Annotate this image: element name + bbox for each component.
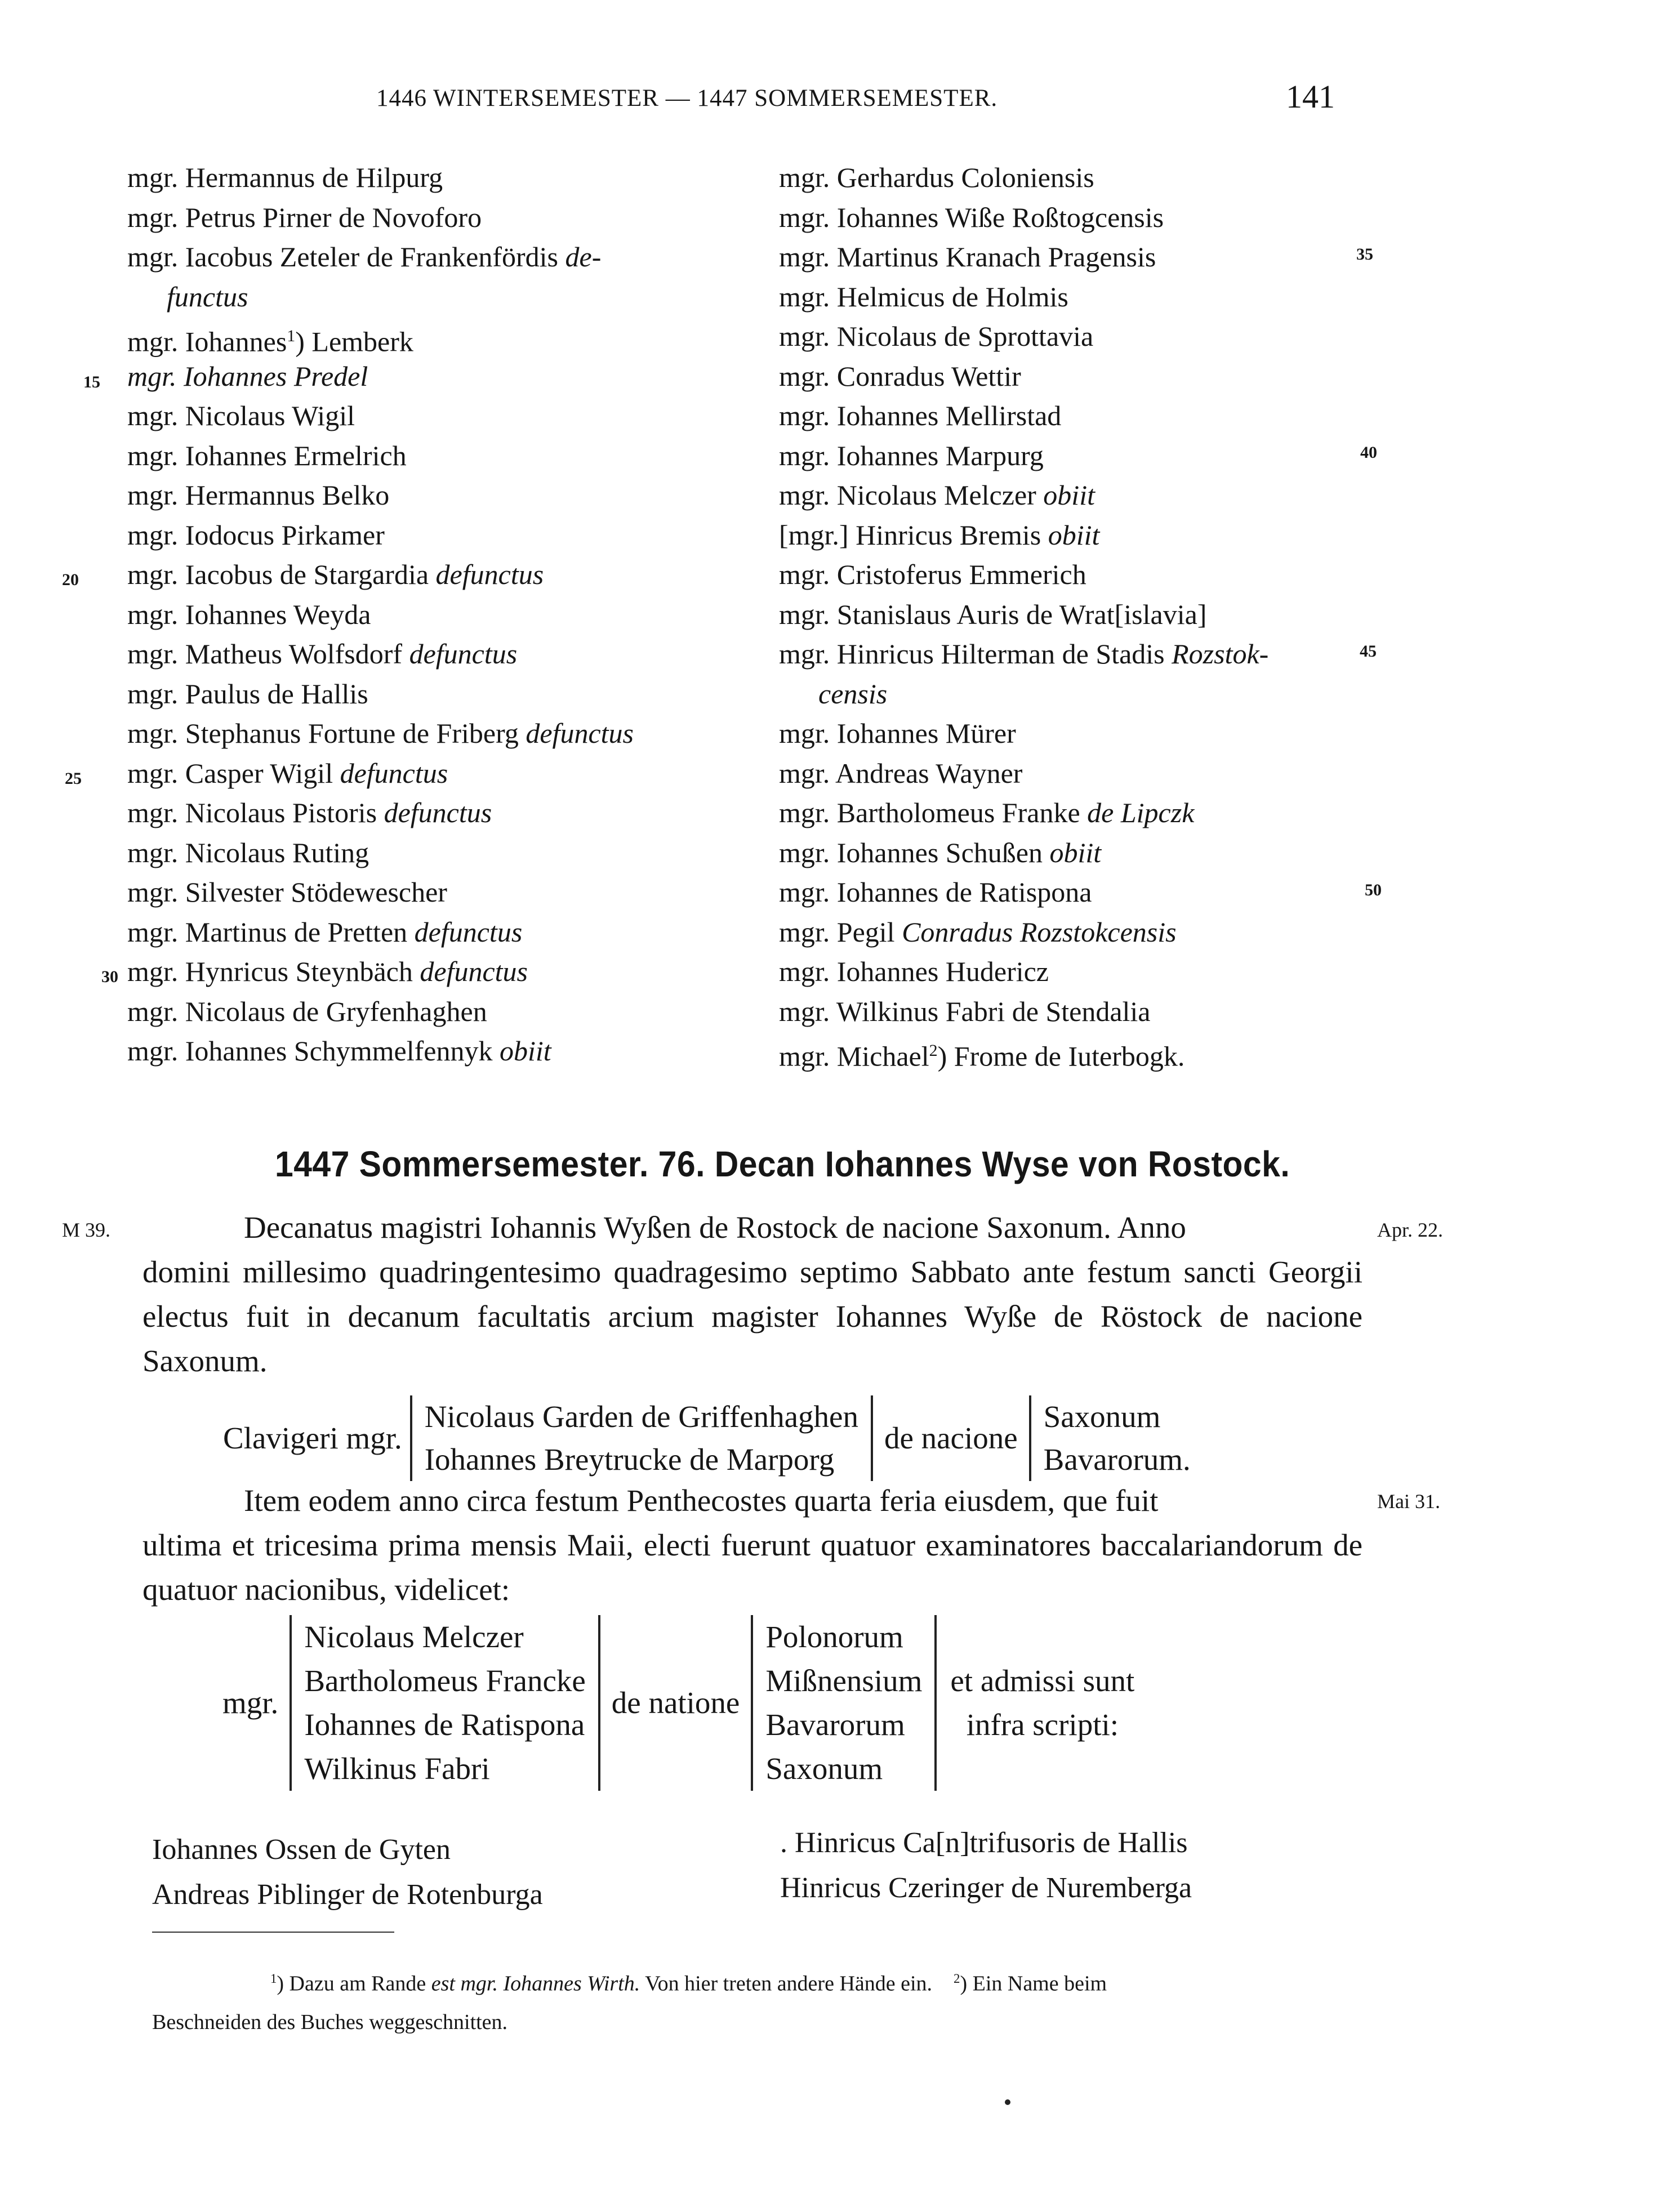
- entry-remark: defunctus: [340, 757, 448, 789]
- entry-name: mgr. Iohannes Hudericz: [779, 956, 1049, 987]
- entry-name: mgr. Martinus de Pretten: [127, 916, 415, 948]
- list-entry: [127, 674, 736, 714]
- entry-name: [mgr.] Hinricus Bremis: [779, 519, 1048, 551]
- entry-name: mgr. Hinricus Hilterman de Stadis: [779, 638, 1172, 670]
- list-entry: [779, 634, 1415, 674]
- footnote-rule: [152, 1932, 394, 1933]
- entry-name: ) Frome de Iuterbogk.: [937, 1040, 1185, 1072]
- page-number: 141: [1286, 78, 1335, 115]
- list-entry: [127, 634, 736, 674]
- entry-remark: defunctus: [384, 797, 492, 828]
- clavigeri-block: [223, 1395, 1191, 1481]
- entry-remark: mgr. Iohannes Predel: [127, 360, 368, 392]
- list-entry: [779, 674, 1415, 714]
- list-entry: [779, 1031, 1415, 1071]
- entry-remark: obiit: [1048, 519, 1100, 551]
- list-entry: [779, 158, 1415, 198]
- entry-name: mgr. Iacobus Zeteler de Frankenfördis: [127, 241, 565, 273]
- list-entry: [127, 952, 736, 992]
- entry-remark: censis: [818, 677, 888, 710]
- entry-name: mgr. Hermannus de Hilpurg: [127, 162, 443, 193]
- footnote-mark: 1: [270, 1972, 277, 1986]
- entry-name: mgr. Stephanus Fortune de Friberg: [127, 717, 526, 749]
- entry-remark: defunctus: [409, 638, 518, 670]
- clavigeri-name: Nicolaus Garden de Griffenhaghen: [424, 1399, 858, 1434]
- admitted-name: Iohannes Ossen de Gyten: [152, 1834, 451, 1866]
- footnote-mark: 2: [954, 1972, 960, 1986]
- entry-name: mgr. Cristoferus Emmerich: [779, 559, 1086, 590]
- entry-name: mgr. Nicolaus Ruting: [127, 836, 369, 868]
- entry-remark: defunctus: [435, 559, 544, 590]
- list-entry: [127, 356, 736, 396]
- list-entry: [779, 912, 1415, 952]
- examiner-nation: Mißnensium: [765, 1664, 923, 1698]
- list-entry: [779, 198, 1415, 238]
- list-entry: [127, 753, 736, 793]
- entry-name: mgr. Martinus Kranach Pragensis: [779, 241, 1156, 273]
- footnote-line: Beschneiden des Buches weggeschnitten.: [152, 2010, 508, 2034]
- entry-remark: defunctus: [420, 956, 528, 987]
- list-entry: [127, 833, 736, 873]
- list-entry: [127, 872, 736, 912]
- entry-name: mgr. Andreas Wayner: [779, 757, 1023, 789]
- list-entry: [779, 555, 1415, 595]
- margin-note-date: Mai 31.: [1377, 1490, 1440, 1513]
- entry-name: mgr. Pegil: [779, 916, 902, 948]
- line-number: 50: [1365, 881, 1382, 899]
- list-entry: [127, 237, 736, 277]
- entry-remark: defunctus: [526, 717, 634, 749]
- list-entry: [779, 992, 1415, 1032]
- entry-remark: functus: [167, 280, 248, 313]
- admitted-name: Hinricus Czeringer de Nuremberga: [780, 1872, 1192, 1904]
- list-entry: [779, 833, 1415, 873]
- entry-remark: de-: [565, 241, 602, 273]
- entry-name: mgr. Conradus Wettir: [779, 360, 1021, 392]
- list-entry: [127, 595, 736, 635]
- list-entry: [127, 436, 736, 476]
- line-number: 25: [65, 769, 82, 788]
- examiners-block: [222, 1615, 1134, 1791]
- list-entry: [127, 475, 736, 515]
- examiner-nation: Polonorum: [765, 1620, 903, 1654]
- line-number: 20: [62, 570, 79, 589]
- list-entry: [779, 952, 1415, 992]
- paragraph-continuation: ultima et tricesima prima mensis Maii, electi fuerunt quatuor examinatores baccalariandorum de quatuor nacionibus, videlicet:: [143, 1528, 1362, 1607]
- footnotes: [152, 1960, 1380, 2041]
- line-number: 35: [1356, 245, 1373, 264]
- list-entry: [127, 992, 736, 1032]
- list-entry: [127, 912, 736, 952]
- entry-name: mgr. Iohannes Ermelrich: [127, 439, 407, 471]
- clavigeri-nation: Bavarorum.: [1043, 1442, 1191, 1477]
- list-entry: [127, 713, 736, 753]
- entry-name: mgr. Bartholomeus Franke: [779, 797, 1088, 828]
- entry-name: mgr. Iohannes Weyda: [127, 598, 371, 630]
- clavigeri-names: [411, 1395, 872, 1481]
- entry-name: mgr. Nicolaus Pistoris: [127, 797, 384, 828]
- entry-name: ) Lemberk: [295, 325, 413, 358]
- entry-name: mgr. Paulus de Hallis: [127, 677, 368, 710]
- footnote-mark: 1: [287, 327, 296, 345]
- footnote-mark: 2: [929, 1041, 938, 1060]
- list-entry: [127, 277, 736, 317]
- entry-remark: defunctus: [414, 916, 523, 948]
- entry-name: mgr. Iohannes Schymmelfennyk: [127, 1035, 500, 1067]
- list-entry: [779, 356, 1415, 396]
- entry-name: mgr. Nicolaus de Gryfenhaghen: [127, 995, 487, 1027]
- entry-name: mgr. Iohannes Mürer: [779, 717, 1016, 749]
- list-left: [127, 158, 736, 1071]
- line-number: 45: [1360, 642, 1377, 661]
- entry-name: mgr. Stanislaus Auris de Wrat[islavia]: [779, 598, 1207, 630]
- page-dot: [1005, 2099, 1010, 2105]
- examiners-tail-line: et admissi sunt: [950, 1664, 1135, 1698]
- section-heading: 1447 Sommersemester. 76. Decan Iohannes Wyse von Rostock.: [275, 1144, 1290, 1184]
- list-entry: [127, 316, 736, 356]
- entry-remark: obiit: [500, 1035, 551, 1067]
- entry-name: mgr. Matheus Wolfsdorf: [127, 638, 409, 670]
- clavigeri-nations: [1030, 1395, 1191, 1481]
- entry-name: mgr. Iodocus Pirkamer: [127, 519, 385, 551]
- entry-name: mgr. Iohannes: [127, 325, 287, 358]
- list-entry: [127, 198, 736, 238]
- examiner-nation: Saxonum: [765, 1751, 883, 1786]
- entry-name: mgr. Nicolaus Wigil: [127, 400, 355, 431]
- examiner-name: Nicolaus Melczer: [304, 1620, 524, 1654]
- entry-name: mgr. Michael: [779, 1040, 929, 1072]
- entry-name: mgr. Petrus Pirner de Novoforo: [127, 201, 482, 233]
- admitted-name: Andreas Piblinger de Rotenburga: [152, 1879, 543, 1911]
- footnote-text: ) Dazu am Rande: [277, 1972, 431, 1996]
- list-entry: [127, 555, 736, 595]
- list-entry: [127, 793, 736, 833]
- list-entry: [779, 595, 1415, 635]
- entry-name: mgr. Iohannes Wiße Roßtogcensis: [779, 201, 1164, 233]
- paragraph-first-line: Item eodem anno circa festum Penthecostes quarta feria eiusdem, que fuit: [244, 1483, 1159, 1518]
- admitted-names-left: [152, 1827, 543, 1917]
- list-entry: [127, 1031, 736, 1071]
- examiner-name: Wilkinus Fabri: [304, 1751, 490, 1786]
- entry-name: mgr. Nicolaus Melczer: [779, 479, 1044, 511]
- list-entry: [779, 753, 1415, 793]
- clavigeri-nation: Saxonum: [1043, 1399, 1161, 1434]
- entry-name: mgr. Casper Wigil: [127, 757, 340, 789]
- clavigeri-nation-label: de nacione: [884, 1421, 1018, 1455]
- list-entry: [779, 515, 1415, 555]
- entry-remark: de Lipczk: [1087, 797, 1195, 828]
- examiners-names: [291, 1615, 599, 1791]
- examiners-nations: [752, 1615, 936, 1791]
- entry-name: mgr. Gerhardus Coloniensis: [779, 162, 1094, 193]
- entry-name: mgr. Hermannus Belko: [127, 479, 390, 511]
- running-title: 1446 WINTERSEMESTER — 1447 SOMMERSEMESTER.: [376, 85, 998, 112]
- line-number: 40: [1360, 443, 1377, 462]
- list-entry: [779, 713, 1415, 753]
- margin-note-date: Apr. 22.: [1377, 1219, 1443, 1241]
- entry-remark: obiit: [1049, 836, 1102, 868]
- entry-name: mgr. Wilkinus Fabri de Stendalia: [779, 995, 1151, 1027]
- list-entry: [779, 872, 1415, 912]
- list-entry: [779, 396, 1415, 436]
- list-entry: [779, 436, 1415, 476]
- entry-name: mgr. Iohannes Schußen: [779, 836, 1050, 868]
- entry-name: mgr. Iohannes Mellirstad: [779, 400, 1062, 431]
- list-right: [779, 158, 1415, 1071]
- list-entry: [779, 316, 1415, 356]
- footnote-text: Von hier treten andere Hände ein.: [640, 1972, 933, 1996]
- clavigeri-label: Clavigeri mgr.: [223, 1421, 402, 1455]
- line-number: 15: [83, 373, 100, 391]
- examiners-label: mgr.: [222, 1685, 279, 1720]
- footnote-italic: est mgr. Iohannes Wirth.: [431, 1972, 640, 1996]
- entry-name: mgr. Iohannes de Ratispona: [779, 876, 1092, 908]
- footnote-text: ) Ein Name beim: [960, 1972, 1107, 1996]
- list-entry: [779, 793, 1415, 833]
- list-entry: [779, 475, 1415, 515]
- admitted-names-right: [780, 1821, 1192, 1911]
- examiner-nation: Bavarorum: [765, 1707, 905, 1742]
- entry-remark: obiit: [1043, 479, 1095, 511]
- list-entry: [127, 396, 736, 436]
- examiners-nation-label: de natione: [611, 1685, 740, 1720]
- examiner-name: Iohannes de Ratispona: [304, 1707, 585, 1742]
- list-entry: [127, 158, 736, 198]
- clavigeri-name: Iohannes Breytrucke de Marporg: [424, 1442, 835, 1477]
- entry-remark: Rozstok-: [1172, 638, 1269, 670]
- paragraph-continuation: domini millesimo quadringentesimo quadragesimo septimo Sabbato ante festum sancti Georgii electus fuit in decanum facultatis arcium magister Iohannes Wyße de Röstock de nacione Saxonum.: [143, 1255, 1362, 1378]
- entry-name: mgr. Iohannes Marpurg: [779, 439, 1044, 471]
- entry-remark: Conradus Rozstokcensis: [902, 916, 1177, 948]
- entry-name: mgr. Iacobus de Stargardia: [127, 559, 436, 590]
- list-entry: [779, 277, 1415, 317]
- footnote-line: [152, 1960, 1380, 2003]
- examiner-name: Bartholomeus Francke: [304, 1664, 586, 1698]
- list-entry: [127, 515, 736, 555]
- admitted-name: . Hinricus Ca[n]trifusoris de Hallis: [780, 1827, 1188, 1859]
- decanate-paragraph: [143, 1205, 1362, 1383]
- examiners-paragraph: [143, 1478, 1362, 1612]
- examiners-tail-line: infra scripti:: [966, 1707, 1119, 1742]
- margin-note-m39: M 39.: [62, 1219, 111, 1241]
- examiners-tail: [936, 1615, 1134, 1791]
- paragraph-first-line: Decanatus magistri Iohannis Wyßen de Rostock de nacione Saxonum. Anno: [244, 1210, 1186, 1245]
- entry-name: mgr. Hynricus Steynbäch: [127, 956, 420, 987]
- entry-name: mgr. Silvester Stödewescher: [127, 876, 447, 908]
- list-entry: [779, 237, 1415, 277]
- entry-name: mgr. Helmicus de Holmis: [779, 280, 1068, 313]
- line-number: 30: [101, 967, 118, 986]
- entry-name: mgr. Nicolaus de Sprottavia: [779, 320, 1094, 352]
